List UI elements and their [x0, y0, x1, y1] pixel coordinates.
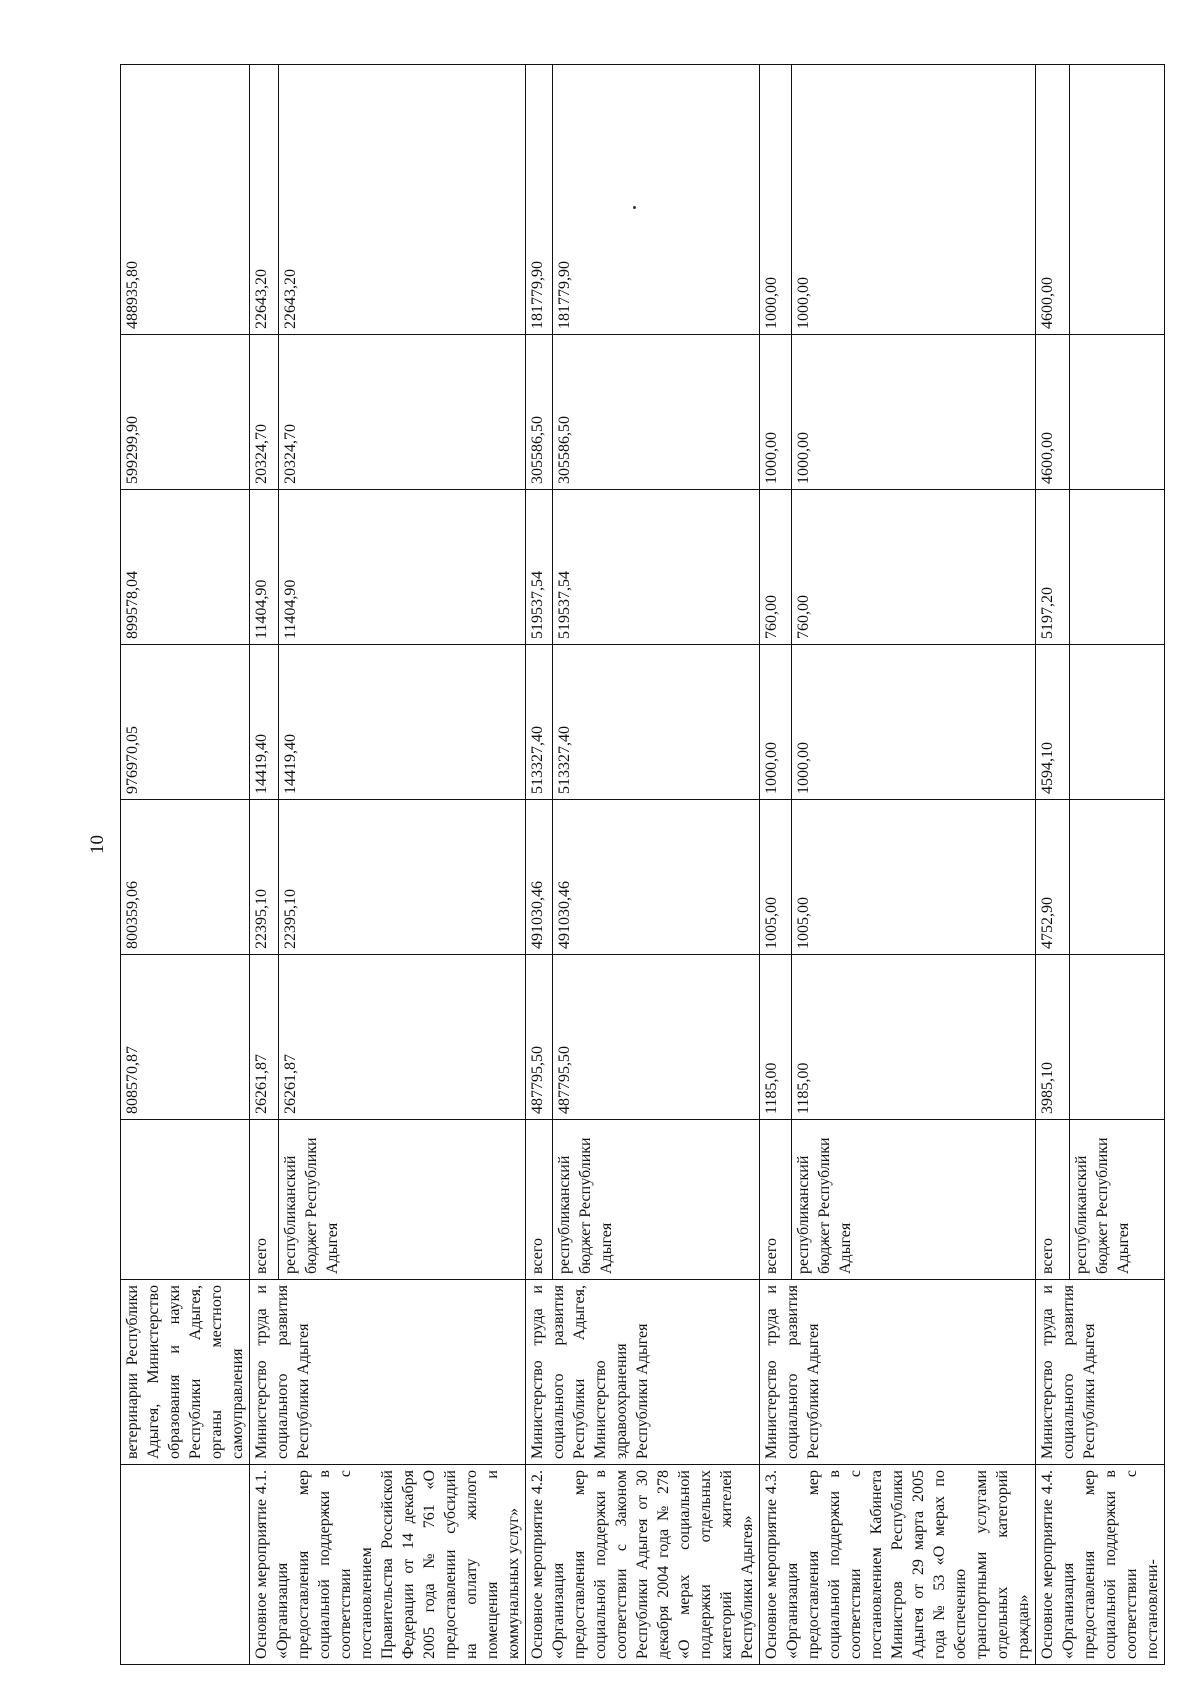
value-cell: 487795,50	[526, 955, 553, 1120]
value-cell: 899578,04	[121, 490, 250, 645]
table-row-activity-4-3-total	[760, 65, 792, 1665]
value-cell: 1000,00	[760, 335, 792, 490]
value-cell: 4594,10	[1036, 645, 1070, 800]
table-row-activity-4-1-total	[250, 65, 279, 1665]
funding-source-cell	[121, 1120, 250, 1280]
value-cell: 487795,50	[553, 955, 760, 1120]
funding-source-total-label: всего	[760, 1120, 792, 1280]
value-cell-empty	[1069, 955, 1164, 1120]
value-cell: 20324,70	[278, 335, 525, 490]
value-cell: 14419,40	[250, 645, 279, 800]
executor-cell: Министерство труда и социального развития Республики Адыгея	[1036, 1280, 1165, 1465]
value-cell: 305586,50	[526, 335, 553, 490]
value-cell: 599299,90	[121, 335, 250, 490]
executor-cell: ветеринарии Республики Адыгея, Министерство образования и науки Республики Адыгея, органы местного самоуправления	[121, 1280, 250, 1465]
value-cell: 1000,00	[760, 645, 792, 800]
value-cell: 519537,54	[526, 490, 553, 645]
executor-cell: Министерство труда и социального развития Республики Адыгея	[760, 1280, 1036, 1465]
value-cell: 513327,40	[526, 645, 553, 800]
funding-source-budget-label: республиканский бюджет Республики Адыгея	[792, 1120, 1036, 1280]
value-cell: 1005,00	[760, 800, 792, 955]
value-cell: 1005,00	[792, 800, 1036, 955]
value-cell: 976970,05	[121, 645, 250, 800]
value-cell: 491030,46	[526, 800, 553, 955]
activity-description	[121, 1465, 250, 1665]
value-cell: 1185,00	[792, 955, 1036, 1120]
value-cell: 519537,54	[553, 490, 760, 645]
activity-description: Основное мероприятие 4.3. «Организация предоставления мер социальной поддержки в соответствии с постановлением Кабинета Министров Республики Адыгея от 29 марта 2005 года № 53 «О мерах по обеспечению транспортными услугами отдельных категорий граждан»	[760, 1465, 1036, 1665]
value-cell: 1000,00	[792, 645, 1036, 800]
value-cell: 26261,87	[250, 955, 279, 1120]
value-cell: 22643,20	[278, 65, 525, 335]
value-cell: 1000,00	[760, 65, 792, 335]
value-cell: 1000,00	[792, 335, 1036, 490]
executor-cell: Министерство труда и социального развития Республики Адыгея	[250, 1280, 526, 1465]
value-cell: 11404,90	[250, 490, 279, 645]
value-cell: 22395,10	[278, 800, 525, 955]
value-cell: 760,00	[760, 490, 792, 645]
funding-source-budget-label: республиканский бюджет Республики Адыгея	[1069, 1120, 1164, 1280]
value-cell: 1000,00	[792, 65, 1036, 335]
value-cell: 1185,00	[760, 955, 792, 1120]
activity-description: Основное мероприятие 4.1. «Организация предоставления мер социальной поддержки в соответствии с постановлением Правительства Российской Федерации от 14 декабря 2005 года № 761 «О предоставлении субсидий на оплату жилого помещения и коммунальных услуг»	[250, 1465, 526, 1665]
rotated-table-wrapper	[120, 65, 1161, 1665]
value-cell: 5197,20	[1036, 490, 1070, 645]
value-cell-empty	[1069, 800, 1164, 955]
funding-source-total-label: всего	[250, 1120, 279, 1280]
value-cell-empty	[1069, 335, 1164, 490]
value-cell: 4600,00	[1036, 335, 1070, 490]
value-cell: 491030,46	[553, 800, 760, 955]
value-cell: 181779,90	[526, 65, 553, 335]
value-cell: 20324,70	[250, 335, 279, 490]
funding-source-total-label: всего	[526, 1120, 553, 1280]
value-cell: 26261,87	[278, 955, 525, 1120]
value-cell: 808570,87	[121, 955, 250, 1120]
value-cell: 488935,80	[121, 65, 250, 335]
value-cell: 305586,50	[553, 335, 760, 490]
value-cell: 800359,06	[121, 800, 250, 955]
table-row-activity-4-4-total	[1036, 65, 1070, 1665]
value-cell-empty	[1069, 65, 1164, 335]
value-cell: 14419,40	[278, 645, 525, 800]
value-cell: 22395,10	[250, 800, 279, 955]
funding-source-budget-label: республиканский бюджет Республики Адыгея	[553, 1120, 760, 1280]
value-cell: 181779,90	[553, 65, 760, 335]
value-cell: 3985,10	[1036, 955, 1070, 1120]
value-cell: 513327,40	[553, 645, 760, 800]
program-funding-table	[120, 64, 1165, 1665]
table-row-activity-4-2-total	[526, 65, 553, 1665]
funding-source-budget-label: республиканский бюджет Республики Адыгея	[278, 1120, 525, 1280]
table-row-continuation	[121, 65, 250, 1665]
page-number: 10	[87, 835, 108, 854]
funding-source-total-label: всего	[1036, 1120, 1070, 1280]
activity-description: Основное мероприятие 4.2. «Организация предоставления мер социальной поддержки в соответствии с Законом Республики Адыгея от 30 декабря 2004 года № 278 «О мерах социальной поддержки отдельных категорий жителей Республики Адыгея»	[526, 1465, 760, 1665]
value-cell-empty	[1069, 645, 1164, 800]
value-cell: 11404,90	[278, 490, 525, 645]
value-cell: 22643,20	[250, 65, 279, 335]
executor-cell: Министерство труда и социального развития Республики Адыгея, Министерство здравоохранения Республики Адыгея	[526, 1280, 760, 1465]
value-cell-empty	[1069, 490, 1164, 645]
value-cell: 4752,90	[1036, 800, 1070, 955]
value-cell: 760,00	[792, 490, 1036, 645]
value-cell: 4600,00	[1036, 65, 1070, 335]
activity-description: Основное мероприятие 4.4. «Организация предоставления мер социальной поддержки в соответствии с постановлени-	[1036, 1465, 1165, 1665]
